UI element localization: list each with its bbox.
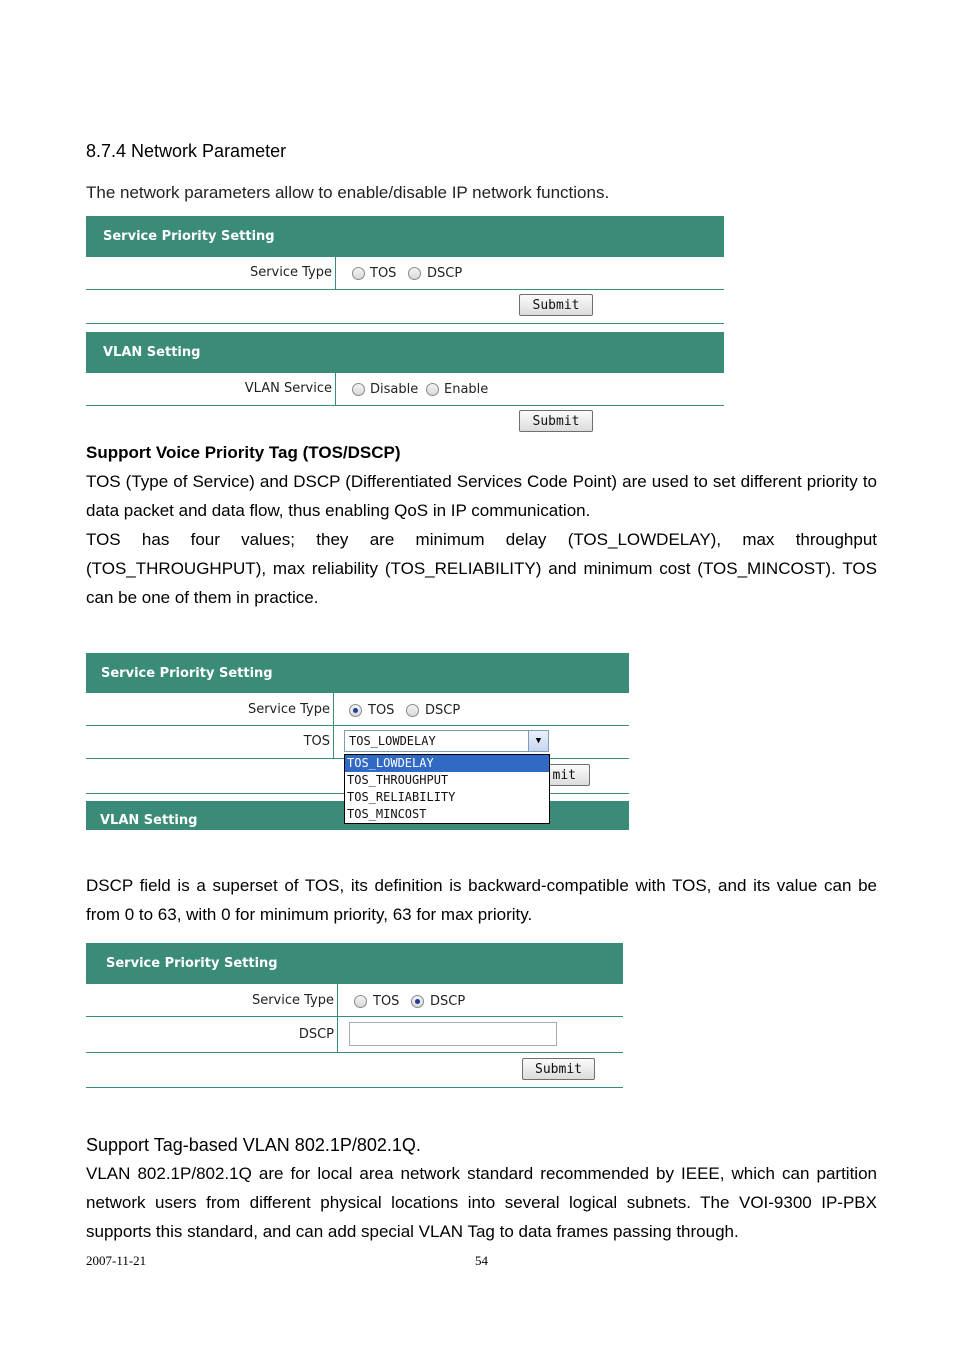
footer-date: 2007-11-21 bbox=[86, 1253, 147, 1268]
vlan-service-label: VLAN Service bbox=[244, 381, 332, 396]
service-type-label-3: Service Type bbox=[251, 993, 334, 1008]
intro-text: The network parameters allow to enable/disable IP network functions. bbox=[86, 183, 610, 202]
tos-select-value: TOS_LOWDELAY bbox=[349, 734, 436, 748]
vlan-service-row bbox=[86, 373, 724, 406]
service-type-row-2 bbox=[86, 693, 629, 726]
submit-row-3 bbox=[86, 1052, 623, 1088]
dscp-paragraph: DSCP field is a superset of TOS, its definition is backward-compatible with TOS, and its value can be from 0 to 63, with 0 for minimum priority, 63 for max priority. bbox=[86, 876, 877, 924]
radio-dscp-2[interactable] bbox=[406, 704, 419, 717]
radio-dscp-label-2: DSCP bbox=[425, 703, 461, 718]
service-type-label: Service Type bbox=[249, 265, 332, 280]
submit-button-2[interactable]: mit bbox=[516, 764, 590, 786]
tos-option[interactable]: TOS_RELIABILITY bbox=[347, 790, 456, 804]
tos-paragraphs bbox=[86, 467, 877, 612]
vlan-submit-button[interactable]: Submit bbox=[519, 410, 593, 432]
dscp-row bbox=[86, 1016, 623, 1053]
radio-tos[interactable] bbox=[352, 267, 365, 280]
service-priority-header-3: Service Priority Setting bbox=[86, 943, 623, 984]
radio-disable-label: Disable bbox=[370, 382, 419, 397]
tos-option[interactable]: TOS_MINCOST bbox=[347, 807, 427, 821]
radio-dscp-label-3: DSCP bbox=[430, 994, 466, 1009]
vlan-setting-header-2: VLAN Setting bbox=[86, 801, 629, 830]
vlan-setting-header: VLAN Setting bbox=[86, 332, 724, 373]
tos-select[interactable] bbox=[344, 730, 549, 752]
radio-disable[interactable] bbox=[352, 383, 365, 396]
submit-row bbox=[86, 289, 724, 324]
submit-button-3[interactable]: Submit bbox=[522, 1058, 595, 1080]
radio-dscp-3[interactable] bbox=[411, 995, 424, 1008]
tos-option[interactable]: TOS_THROUGHPUT bbox=[347, 773, 449, 787]
radio-enable[interactable] bbox=[426, 383, 439, 396]
submit-button[interactable]: Submit bbox=[519, 294, 593, 316]
radio-tos-label-3: TOS bbox=[373, 994, 400, 1009]
vlan-heading: Support Tag-based VLAN 802.1P/802.1Q. bbox=[86, 1135, 421, 1155]
service-priority-header-2: Service Priority Setting bbox=[86, 653, 629, 693]
tos-dscp-heading: Support Voice Priority Tag (TOS/DSCP) bbox=[86, 443, 401, 462]
radio-tos-3[interactable] bbox=[354, 995, 367, 1008]
tos-option[interactable]: TOS_LOWDELAY bbox=[345, 755, 549, 772]
service-type-row-3 bbox=[86, 984, 623, 1017]
radio-dscp[interactable] bbox=[408, 267, 421, 280]
dscp-label: DSCP bbox=[298, 1027, 334, 1042]
radio-enable-label: Enable bbox=[444, 382, 489, 397]
tos-label: TOS bbox=[303, 734, 330, 749]
radio-dscp-label: DSCP bbox=[427, 266, 463, 281]
radio-tos-2[interactable] bbox=[349, 704, 362, 717]
service-priority-header: Service Priority Setting bbox=[86, 216, 724, 257]
section-title: 8.7.4 Network Parameter bbox=[86, 141, 287, 161]
dscp-input[interactable] bbox=[349, 1022, 557, 1046]
radio-tos-label-2: TOS bbox=[368, 703, 395, 718]
service-type-label-2: Service Type bbox=[247, 702, 330, 717]
service-type-row bbox=[86, 257, 724, 290]
vlan-paragraph: VLAN 802.1P/802.1Q are for local area network standard recommended by IEEE, which can partition network users from different physical locations into several logical subnets. The VOI-9300 IP-PBX supports this standard, and can add special VLAN Tag to data frames passing through. bbox=[86, 1164, 877, 1241]
chevron-down-icon[interactable]: ▼ bbox=[528, 731, 548, 751]
tos-para-2: TOS has four values; they are minimum delay (TOS_LOWDELAY), max throughput (TOS_THROUGHPUT), max reliability (TOS_RELIABILITY) and minimum cost (TOS_MINCOST). TOS can be one of them in practice. bbox=[86, 530, 877, 607]
radio-tos-label: TOS bbox=[370, 266, 397, 281]
tos-dropdown-list bbox=[344, 754, 550, 824]
network-panel-3 bbox=[86, 943, 623, 1089]
tos-para-1: TOS (Type of Service) and DSCP (Differentiated Services Code Point) are used to set different priority to data packet and data flow, thus enabling QoS in IP communication. bbox=[86, 472, 877, 520]
page-number: 54 bbox=[475, 1253, 488, 1268]
network-panel-1 bbox=[86, 216, 724, 436]
network-panel-2 bbox=[86, 653, 629, 830]
